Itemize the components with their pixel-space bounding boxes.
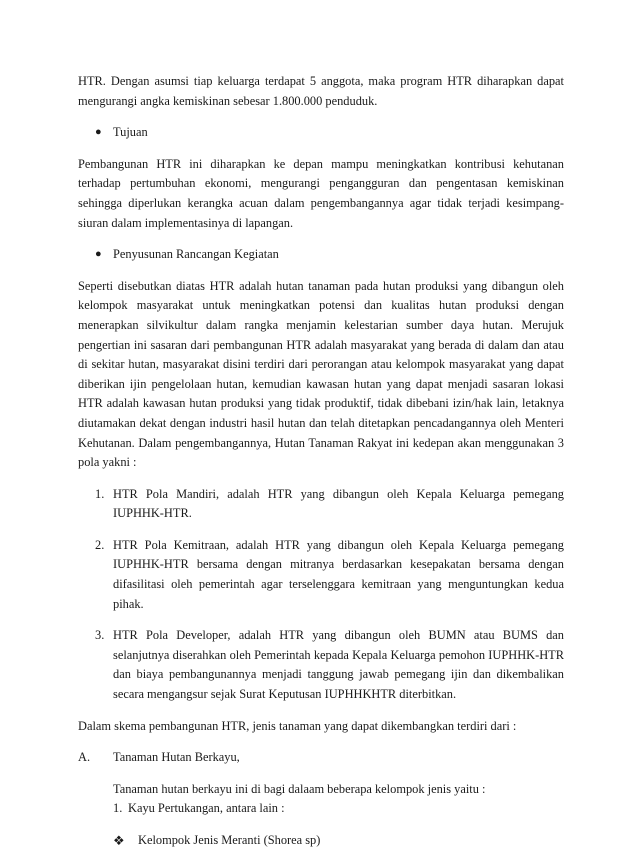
diamond-bullet-text: Kelompok Jenis Meranti (Shorea sp) <box>138 833 321 847</box>
sub-list-number: 1. <box>113 801 123 816</box>
list-text: HTR Pola Kemitraan, adalah HTR yang dibangun oleh Kepala Keluarga pemegang IUPHHK-HTR bersama dengan mitranya berdasarkan kesepakatan bersama dengan difasilitasi oleh pemerintah agar terselenggara kemitraan yang menguntungkan kedua pihak. <box>113 537 564 611</box>
list-item <box>78 485 564 524</box>
paragraph-tujuan: Pembangunan HTR ini diharapkan ke depan mampu meningkatkan kontribusi kehutanan terhadap pertumbuhan ekonomi, mengurangi pengangguran dan pengentasan kemiskinan sehingga diperlukan kerangka acuan dalam pengembangannya agar tidak terjadi kesimpang-siuran dalam implementasinya di lapangan. <box>78 156 564 230</box>
bullet-dot-icon: ● <box>95 248 102 261</box>
pola-list <box>78 485 564 705</box>
bullet-label: Penyusunan Rancangan Kegiatan <box>113 247 279 262</box>
paragraph-penyusunan: Seperti disebutkan diatas HTR adalah hutan tanaman pada hutan produksi yang dibangun oleh kelompok masyarakat untuk meningkatkan potensi dan kualitas hutan produksi dengan menerapkan silvikultur dalam rangka menjamin kelestarian sumber daya hutan. Merujuk pengertian ini sasaran dari pembangunan HTR adalah masyarakat yang berada di dalam dan atau di sekitar hutan, masyarakat disini terdiri dari perorangan atau kelompok masyarakat yang dapat diberikan ijin pengelolaan hutan, kemudian kawasan hutan yang dapat menjadi sasaran lokasi HTR adalah kawasan hutan produksi yang tidak produktif, tidak dibebani izin/hak lain, letaknya diutamakan dekat dengan industri hasil hutan dan telah ditetapkan pencadangannya oleh Menteri Kehutanan. Dalam pengembangannya, Hutan Tanaman Rakyat ini kedepan akan menggunakan 3 pola yakni : <box>78 278 564 470</box>
sub-list-text: Kayu Pertukangan, antara lain : <box>128 801 285 816</box>
section-letter: A. <box>78 750 91 765</box>
list-item <box>78 626 564 704</box>
paragraph-tanaman-berkayu: Tanaman hutan berkayu ini di bagi dalaam beberapa kelompok jenis yaitu : <box>113 781 486 796</box>
list-number: 2. <box>95 537 105 552</box>
sub-list-item <box>78 799 564 819</box>
document-page <box>78 72 564 851</box>
list-number: 3. <box>95 628 105 643</box>
paragraph-skema: Dalam skema pembangunan HTR, jenis tanaman yang dapat dikembangkan terdiri dari : <box>78 718 517 733</box>
diamond-bullet-icon: ❖ <box>113 833 125 848</box>
list-number: 1. <box>95 486 105 501</box>
list-text: HTR Pola Developer, adalah HTR yang dibangun oleh BUMN atau BUMS dan selanjutnya diserahkan oleh Pemerintah kepada Kepala Keluarga pemohon IUPHHK-HTR dan biaya pembangunannya menjadi tanggung jawab pemegang ijin dan dikembalikan secara mengangsur sejak Surat Keputusan IUPHHKHTR diterbitkan. <box>113 628 564 702</box>
section-a-heading <box>78 748 564 768</box>
bullet-penyusunan <box>78 245 564 265</box>
list-text: HTR Pola Mandiri, adalah HTR yang dibangun oleh Kepala Keluarga pemegang IUPHHK-HTR. <box>113 486 564 521</box>
paragraph-intro: HTR. Dengan asumsi tiap keluarga terdapat 5 anggota, maka program HTR diharapkan dapat mengurangi angka kemiskinan sebesar 1.800.000 penduduk. <box>78 74 564 108</box>
section-title: Tanaman Hutan Berkayu, <box>113 750 240 765</box>
bullet-dot-icon: ● <box>95 126 102 139</box>
bullet-tujuan <box>78 123 564 143</box>
diamond-bullet-item <box>78 831 564 851</box>
list-item <box>78 536 564 614</box>
bullet-label: Tujuan <box>113 125 148 140</box>
